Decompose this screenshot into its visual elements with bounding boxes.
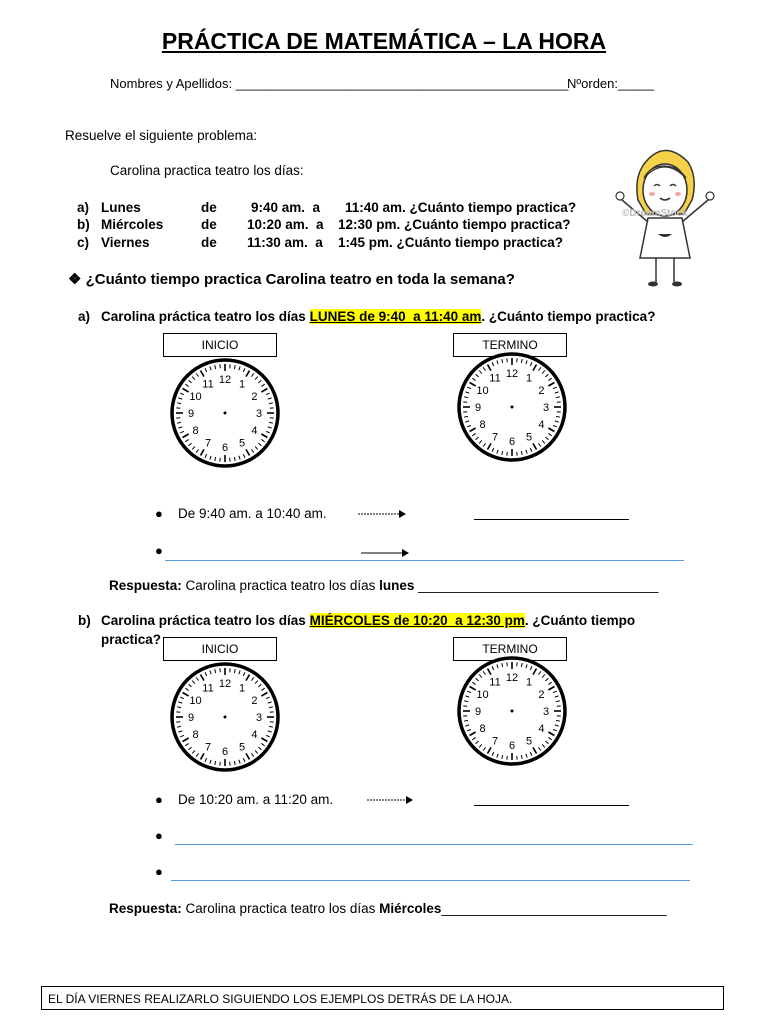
bullet: ● — [155, 792, 163, 807]
instruction-text: Resuelve el siguiente problema: — [65, 128, 258, 143]
clock-number: 3 — [255, 408, 263, 420]
bullet: ● — [155, 506, 163, 521]
schedule-start: 10:20 am. a — [247, 217, 324, 232]
clock-number: 5 — [238, 741, 246, 754]
section-a-text-after: . ¿Cuánto tiempo practica? — [481, 309, 656, 324]
answer-blank[interactable] — [474, 519, 629, 520]
answer-blank[interactable] — [474, 805, 629, 806]
clock-face — [457, 352, 567, 462]
schedule-start: 9:40 am. a — [251, 200, 321, 215]
answer-text: Carolina practica teatro los días — [181, 901, 380, 916]
arrow-icon — [366, 794, 416, 806]
clock-number: 10 — [476, 689, 489, 701]
page-title: PRÁCTICA DE MATEMÁTICA – LA HORA — [161, 28, 607, 54]
clock-number: 2 — [251, 695, 258, 707]
answer-b — [109, 901, 667, 916]
start-label-box: INICIO — [163, 637, 277, 661]
order-field-label: Nºorden:_____ — [567, 76, 655, 91]
clock-number: 1 — [238, 378, 246, 391]
answer-line[interactable] — [175, 844, 693, 845]
section-a-text: Carolina práctica teatro los días — [101, 309, 310, 324]
clock-number: 10 — [476, 385, 489, 397]
clock-number: 10 — [189, 695, 202, 707]
clock-number: 11 — [489, 372, 501, 385]
clock-number: 3 — [255, 712, 263, 724]
section-b-letter: b) — [78, 613, 91, 628]
schedule-de: de — [201, 217, 217, 232]
answer-label: Respuesta: — [109, 578, 182, 593]
schedule-end: 11:40 am. ¿Cuánto tiempo practica? — [345, 200, 577, 215]
clock-number: 8 — [479, 419, 486, 431]
clock-number: 2 — [251, 391, 258, 403]
clock-number: 9 — [187, 712, 195, 724]
name-field-label: Nombres y Apellidos: ______________________________________________ — [110, 76, 569, 91]
clock-number: 8 — [192, 729, 199, 741]
bullet: ● — [155, 543, 163, 558]
clock-face — [457, 656, 567, 766]
bullet: ● — [155, 828, 163, 843]
step-text: De 10:20 am. a 11:20 am. — [178, 792, 334, 807]
clock-number: 9 — [474, 706, 482, 718]
clock-number: 4 — [538, 723, 545, 735]
section-b-question — [101, 613, 635, 628]
main-question-text: ¿Cuánto tiempo practica Carolina teatro en toda la semana? — [85, 271, 515, 288]
section-b-text-line2: practica? — [101, 632, 162, 647]
clock-number: 11 — [202, 378, 214, 391]
clock-number: 4 — [538, 419, 545, 431]
footer-note: EL DÍA VIERNES REALIZARLO SIGUIENDO LOS EJEMPLOS DETRÁS DE LA HOJA. — [41, 986, 724, 1010]
diamond-icon: ❖ — [68, 271, 82, 288]
clock-number: 8 — [479, 723, 486, 735]
clock-number: 12 — [218, 678, 232, 690]
clock-number: 7 — [204, 741, 212, 754]
intro-text: Carolina practica teatro los días: — [110, 163, 304, 178]
step-text: De 9:40 am. a 10:40 am. — [178, 506, 327, 521]
answer-day: lunes — [379, 578, 415, 593]
answer-a — [109, 578, 658, 593]
clock-number: 10 — [189, 391, 202, 403]
clock-number: 9 — [187, 408, 195, 420]
clock-number: 7 — [204, 437, 212, 450]
schedule-letter: b) — [77, 217, 90, 232]
section-a-letter: a) — [78, 309, 91, 324]
clock-number: 2 — [538, 689, 545, 701]
schedule-de: de — [201, 200, 217, 215]
clock-number: 11 — [489, 676, 501, 689]
schedule-day: Lunes — [101, 200, 141, 215]
clock-number: 4 — [251, 425, 258, 437]
answer-blank[interactable]: ________________________________ — [414, 578, 659, 593]
clock-number: 6 — [221, 442, 229, 454]
clock-face — [170, 662, 280, 772]
answer-text: Carolina practica teatro los días — [181, 578, 380, 593]
section-b-text: Carolina práctica teatro los días — [101, 613, 310, 628]
clock-number: 12 — [505, 672, 519, 684]
clock-number: 1 — [238, 682, 246, 695]
clock-number: 12 — [218, 374, 232, 386]
main-question — [68, 270, 515, 288]
section-a-highlight: LUNES de 9:40 a 11:40 am — [309, 309, 482, 324]
answer-blank[interactable]: ______________________________ — [441, 901, 667, 916]
clock-number: 1 — [525, 372, 533, 385]
answer-day: Miércoles — [379, 901, 442, 916]
end-label-box: TERMINO — [453, 637, 567, 661]
clock-number: 3 — [542, 402, 550, 414]
clock-number: 9 — [474, 402, 482, 414]
clock-number: 7 — [491, 735, 499, 748]
section-a-question — [101, 309, 655, 324]
clock-number: 4 — [251, 729, 258, 741]
arrow-icon — [360, 547, 410, 559]
start-label-box: INICIO — [163, 333, 277, 357]
clock-number: 8 — [192, 425, 199, 437]
watermark: ©DreamStock — [622, 208, 688, 219]
answer-line[interactable] — [171, 880, 690, 881]
schedule-de: de — [201, 235, 217, 250]
clock-number: 6 — [508, 740, 516, 752]
clock-number: 11 — [202, 682, 214, 695]
schedule-end: 12:30 pm. ¿Cuánto tiempo practica? — [338, 217, 571, 232]
schedule-day: Viernes — [101, 235, 150, 250]
clock-number: 3 — [542, 706, 550, 718]
clock-number: 1 — [525, 676, 533, 689]
clock-number: 5 — [525, 735, 533, 748]
clock-number: 2 — [538, 385, 545, 397]
schedule-day: Miércoles — [101, 217, 164, 232]
answer-label: Respuesta: — [109, 901, 182, 916]
clock-number: 12 — [505, 368, 519, 380]
clock-number: 5 — [238, 437, 246, 450]
clock-number: 6 — [508, 436, 516, 448]
schedule-letter: c) — [77, 235, 90, 250]
bullet: ● — [155, 864, 163, 879]
arrow-icon — [357, 508, 407, 520]
end-label-box: TERMINO — [453, 333, 567, 357]
section-b-highlight: MIÉRCOLES de 10:20 a 12:30 pm — [309, 613, 525, 628]
schedule-letter: a) — [77, 200, 90, 215]
clock-face — [170, 358, 280, 468]
schedule-end: 1:45 pm. ¿Cuánto tiempo practica? — [338, 235, 564, 250]
clock-number: 7 — [491, 431, 499, 444]
clock-number: 6 — [221, 746, 229, 758]
answer-line[interactable] — [165, 560, 684, 561]
schedule-start: 11:30 am. a — [247, 235, 323, 250]
section-b-text-after: . ¿Cuánto tiempo — [524, 613, 636, 628]
clock-number: 5 — [525, 431, 533, 444]
